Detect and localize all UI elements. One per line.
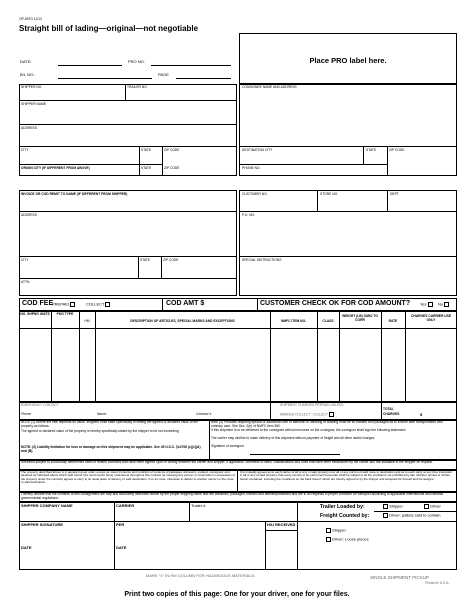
note3c-text: The carrier may decline to make delivery of this shipment without payment of freight and all other lawful charges. — [211, 436, 376, 440]
customer-block — [239, 190, 457, 296]
hu-received-label: H/U RECEIVED — [267, 522, 296, 527]
charges-label: CHARGES — [383, 412, 400, 416]
invoice-address-label: ADDRESS — [21, 213, 37, 217]
marked-collect-label: MARKED COLLECT: — [280, 412, 311, 417]
check-no-checkbox[interactable] — [444, 302, 449, 307]
date-label: DATE: — [20, 59, 32, 64]
consignor-signature-field[interactable] — [250, 454, 340, 455]
pallets-checkbox[interactable] — [383, 513, 388, 518]
collect-label: COLLECT — [312, 412, 328, 417]
bl-no-field[interactable] — [58, 78, 152, 79]
origin-state-label: STATE — [141, 166, 152, 170]
shipper-no-label: SHIPPER NO. — [21, 85, 43, 89]
collect-checkbox[interactable] — [329, 412, 334, 417]
pro-no-field[interactable] — [151, 65, 231, 66]
per-label: PER — [116, 522, 125, 527]
shipper-address-label: ADDRESS — [21, 126, 37, 130]
shipper-signature-label: SHIPPER SIGNATURE — [21, 522, 63, 527]
date-sig-label-mid: DATE — [116, 545, 127, 550]
shipper-city-label: CITY — [21, 148, 29, 152]
consignor-signature-label: Signature of consignor — [211, 444, 244, 448]
note1-text: NOTE (1) Where the rate depends on value, shippers must state specifically in writing the agreed or declared value of the property as follows: — [21, 420, 199, 428]
carrier-label: CARRIER — [116, 503, 135, 508]
driver-pallets-label: Driver: pallets said to contain — [389, 512, 441, 518]
consignee-label: CONSIGNEE NAME AND ADDRESS — [242, 85, 297, 89]
page-label: PAGE — [158, 72, 169, 77]
print-instruction: Print two copies of this page: One for your driver, one for your files. — [124, 591, 350, 598]
invoice-city-label: CITY — [21, 258, 29, 262]
received-text: Received subject to individually determined rates or written contracts that have been agreed upon in writing between the carrier and shipper, if applicable, otherwise to rates, classifications and rules that have been established by the carrier and are available to the shipper on request. — [21, 460, 433, 464]
driver-pieces-label: Driver: Loose pieces — [332, 536, 369, 542]
shipper-state-label: STATE — [141, 148, 152, 152]
page-field[interactable] — [176, 78, 231, 79]
cod-fee-label: COD FEE — [22, 300, 54, 307]
shipper-name-label: SHIPPER NAME — [21, 102, 46, 106]
origin-zip-label: ZIP CODE — [164, 166, 180, 170]
prepaid-unless-label: SHIPMENT CHARGES PREPAID UNLESS — [280, 403, 344, 407]
dest-state-label: STATE — [366, 148, 377, 152]
check-yes-checkbox[interactable] — [428, 302, 433, 307]
property-right-text: It is mutually agreed as to each carrier of all or any of said property over all or any portion of said route to destination and as to each party at any time interested in all or any of said property, that every service to be performed hereunder shall be subject to all the conditions not prohibited by law, whether printed or written, herein contained, including the conditions on the back hereof, which are hereby agreed to by the shipper and accepted for himself and his assigns. — [240, 470, 452, 481]
cod-prepaid-label: PREPAID — [52, 301, 70, 307]
loaded-shipper-label: Shipper — [389, 503, 403, 509]
loaded-driver-checkbox[interactable] — [424, 504, 429, 509]
note3a-text: Note (3) Products requiring special or additional care or attention in handling or stowing must be so marked and packaged as to ensure safe transportation with ordinary care. See Sec. 2(e) of NMFC item 360. — [211, 420, 443, 428]
emergency-name-label: Name: — [97, 412, 107, 416]
mark-x-note: MARK "X" IN HM COLUMN FOR HAZARDOUS MATERIALS. — [146, 573, 256, 578]
th-description: DESCRIPTION OF ARTICLES, SPECIAL MARKS AND EXCEPTIONS — [130, 319, 235, 323]
trailer-loaded-label: Trailer Loaded by: — [320, 504, 365, 510]
date-field[interactable] — [58, 65, 122, 66]
th-shpng-units: NO. SHPNG UNITS — [20, 312, 50, 316]
note2-text: NOTE: (2) Liability limitation for loss or damage on this shipment may be applicable. See 49 U.S.C. §14706 (c)(1)(A) and (B). — [21, 445, 201, 453]
note1b-text: The agreed or declared value of the property is hereby specifically stated by the shipper to be not exceeding — [21, 429, 179, 433]
check-ok-label: CUSTOMER CHECK OK FOR COD AMOUNT? — [260, 300, 411, 307]
pro-no-label: PRO NO. — [128, 59, 145, 64]
property-left-text: The property described above is in apparent good order, except as noted (contents and condition of contents of packages unknown), marked, consigned, and destined as indicated above which said carrier (the word carrier being understood throughout this contract as meaning any person or corporation in possession of the property under the contract) agrees to carry to its usual place of delivery of said destination, if on its route, otherwise to deliver to another carrier on the route to said destination. — [21, 470, 235, 485]
phone-label: PHONE NO. — [242, 166, 261, 170]
th-pkg-type: PKG TYPE — [56, 312, 74, 316]
th-class: CLASS — [322, 319, 334, 323]
dept-label: DEPT. — [390, 192, 400, 196]
th-charges: CHARGES CARRIER USE ONLY — [410, 314, 452, 322]
shipper-zip-label: ZIP CODE — [164, 148, 180, 152]
date-sig-label-left: DATE — [21, 545, 32, 550]
invoice-state-label: STATE — [140, 258, 151, 262]
check-no-label: No — [438, 301, 444, 307]
dest-zip-label: ZIP CODE — [389, 148, 405, 152]
check-yes-label: Yes — [420, 301, 427, 307]
attn-label: ATTN. — [21, 280, 31, 284]
cod-collect-label: COLLECT — [86, 301, 105, 307]
th-hm: HM — [84, 319, 90, 323]
th-nmfc: NMFC ITEM NO. — [280, 319, 307, 323]
cod-prepaid-checkbox[interactable] — [70, 302, 75, 307]
trailer-no-label: TRAILER NO. — [127, 85, 148, 89]
freight-counted-label: Freight Counted by: — [320, 513, 370, 519]
store-no-label: STORE NO. — [320, 192, 339, 196]
single-pickup-label: SINGLE SHIPMENT PICKUP — [370, 575, 429, 580]
emergency-contact-label: EMERGENCY CONTACT — [21, 403, 59, 407]
th-weight: WEIGHT (LB) SUBJ TO CORR — [342, 314, 378, 322]
invoice-block — [19, 190, 237, 296]
th-rate: RATE — [388, 319, 398, 323]
trailer-label: Trailer # — [191, 503, 206, 508]
special-instructions-label: SPECIAL INSTRUCTIONS — [242, 258, 282, 262]
dest-city-label: DESTINATION CITY — [242, 148, 273, 152]
total-label: TOTAL — [383, 407, 394, 411]
bl-no-label: B/L NO.: — [20, 72, 36, 77]
cod-amt-label: COD AMT $ — [166, 300, 205, 307]
shipper-company-label: SHIPPER COMPANY NAME — [21, 503, 73, 508]
items-table — [19, 311, 457, 402]
loose-pieces-checkbox[interactable] — [326, 537, 331, 542]
printed-label: Printed in U.S.A. — [425, 581, 450, 585]
form-title: Straight bill of lading—original—not negotiable — [19, 24, 199, 33]
po-no-label: P.O. NO. — [242, 213, 255, 217]
invoice-zip-label: ZIP CODE — [163, 258, 179, 262]
counted-shipper-checkbox[interactable] — [326, 528, 331, 533]
total-dollar-sign: $ — [420, 412, 423, 417]
invoice-label: INVOICE OR COD REMIT TO NAME (IF DIFFERENT FROM SHIPPER) — [21, 192, 128, 196]
counted-shipper-label: Shipper — [332, 527, 346, 533]
cod-collect-checkbox[interactable] — [105, 302, 110, 307]
form-code: OP-697G 11/13 — [19, 17, 42, 21]
loaded-driver-label: Driver — [430, 503, 441, 509]
customer-no-label: CUSTOMER NO. — [242, 192, 268, 196]
origin-city-label: ORIGIN CITY (IF DIFFERENT FROM ABOVE) — [21, 166, 90, 170]
pro-label-text: Place PRO label here. — [309, 56, 387, 65]
emergency-phone-label: Phone: — [21, 412, 32, 416]
contract-label: Contract # — [196, 412, 212, 416]
loaded-shipper-checkbox[interactable] — [383, 504, 388, 509]
certify-text: I hereby declare that the contents of this consignment are fully and accurately described above by the proper shipping name and are classified, packaged, marked and labeled/placarded and are in all respects in proper condition for transport according to applicable international and national governmental regulations. — [21, 492, 444, 500]
note3b-text: If this shipment is to be delivered to the consignee without recourse on the consignor, the consignor shall sign the following statement: — [211, 428, 407, 432]
